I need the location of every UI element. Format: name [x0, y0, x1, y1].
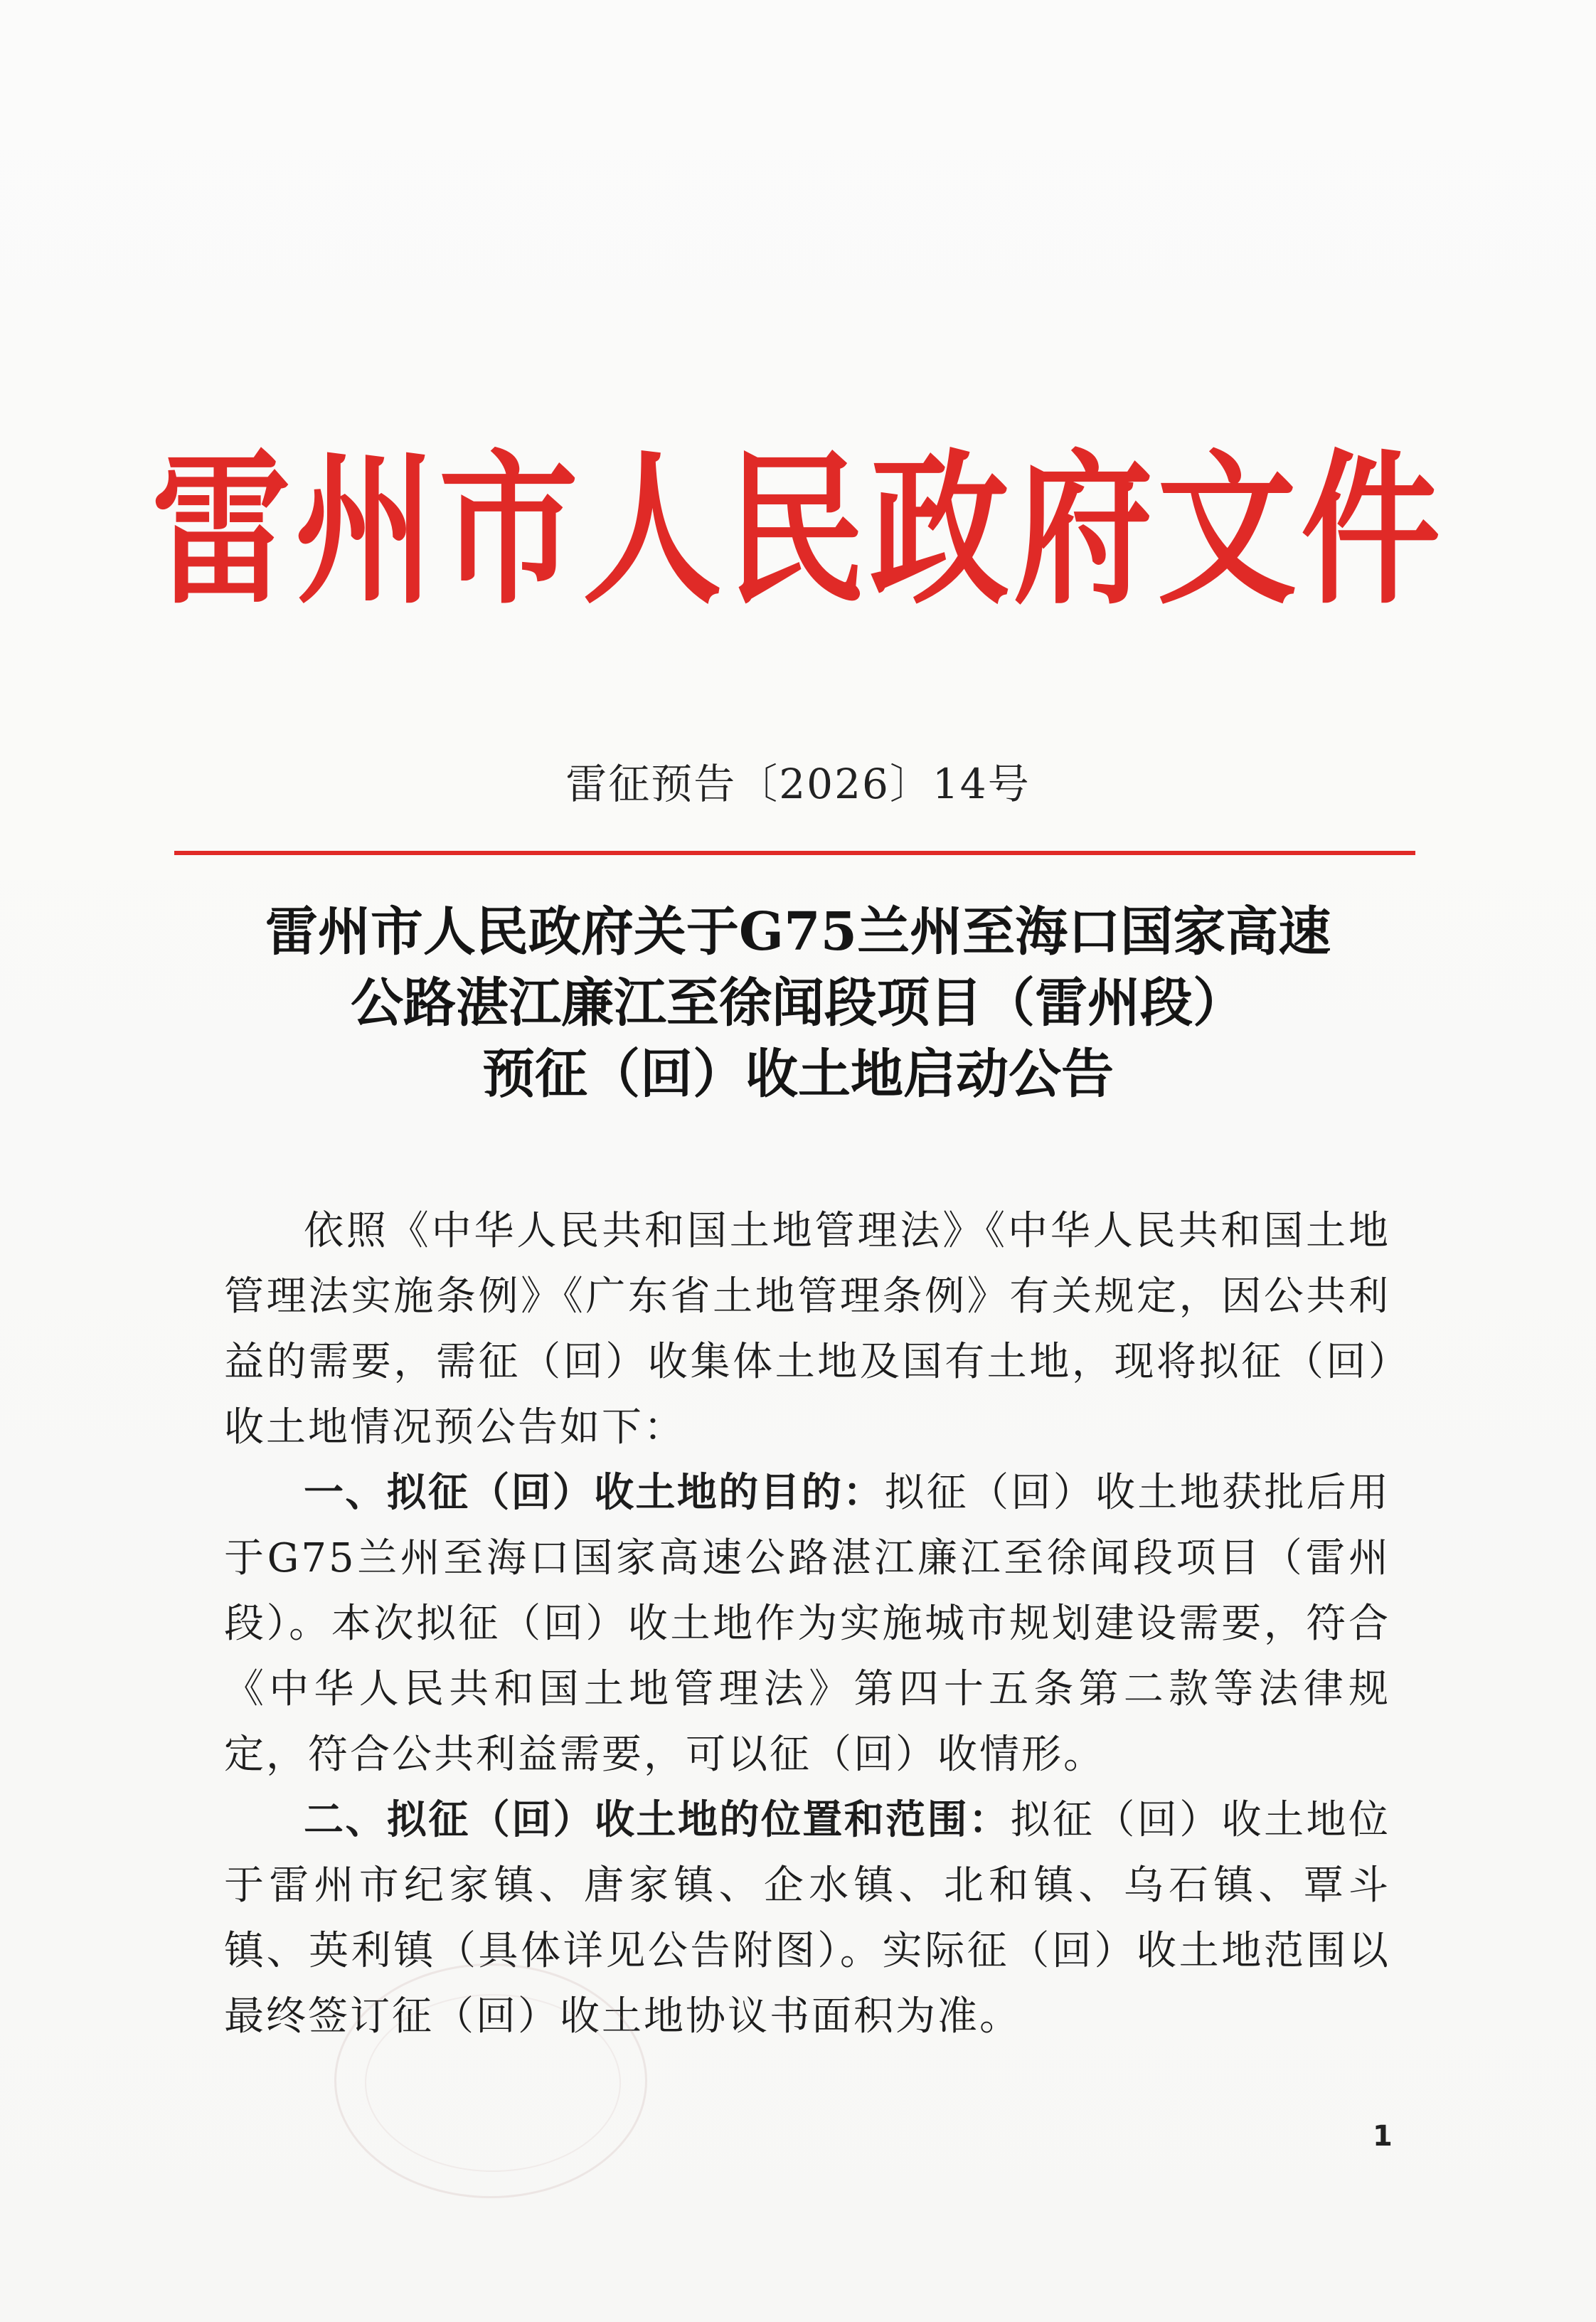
paragraph-text: 依照《中华人民共和国土地管理法》《中华人民共和国土地管理法实施条例》《广东省土地管理条例》有关规定，因公共利益的需要，需征（回）收集体土地及国有土地，现将拟征（回）收土地情况预公告如下：: [224, 1208, 1390, 1451]
paragraph-intro: [224, 1199, 1390, 1460]
red-divider-line: [174, 851, 1415, 855]
title-line-1: 雷州市人民政府关于G75兰州至海口国家高速: [265, 901, 1331, 963]
seal-inner-ring: [365, 1994, 621, 2172]
notice-body: [224, 1199, 1390, 2050]
faint-seal-stamp: [334, 1963, 647, 2198]
page-number: 1: [1373, 2120, 1393, 2153]
masthead-title: 雷州市人民政府文件: [151, 433, 1445, 627]
notice-title: [142, 896, 1454, 1110]
paragraph-text: 拟征（回）收土地获批后用于G75兰州至海口国家高速公路湛江廉江至徐闻段项目（雷州段）。本次拟征（回）收土地作为实施城市规划建设需要，符合《中华人民共和国土地管理法》第四十五条第二款等法律规定，符合公共利益需要，可以征（回）收情形。: [224, 1470, 1391, 1778]
document-number: 雷征预告〔2026〕14号: [565, 760, 1031, 808]
title-line-2: 公路湛江廉江至徐闻段项目（雷州段）: [351, 972, 1245, 1034]
paragraph-lead: 二、拟征（回）收土地的位置和范围：: [304, 1797, 1011, 1843]
paragraph-lead: 一、拟征（回）收土地的目的：: [304, 1470, 885, 1516]
paragraph-purpose: [224, 1460, 1390, 1788]
paragraph-text: 拟征（回）收土地位于雷州市纪家镇、唐家镇、企水镇、北和镇、乌石镇、覃斗镇、英利镇（具体详见公告附图）。实际征（回）收土地范围以最终签订征（回）收土地协议书面积为准。: [224, 1797, 1391, 2040]
title-line-3: 预征（回）收土地启动公告: [482, 1044, 1114, 1105]
